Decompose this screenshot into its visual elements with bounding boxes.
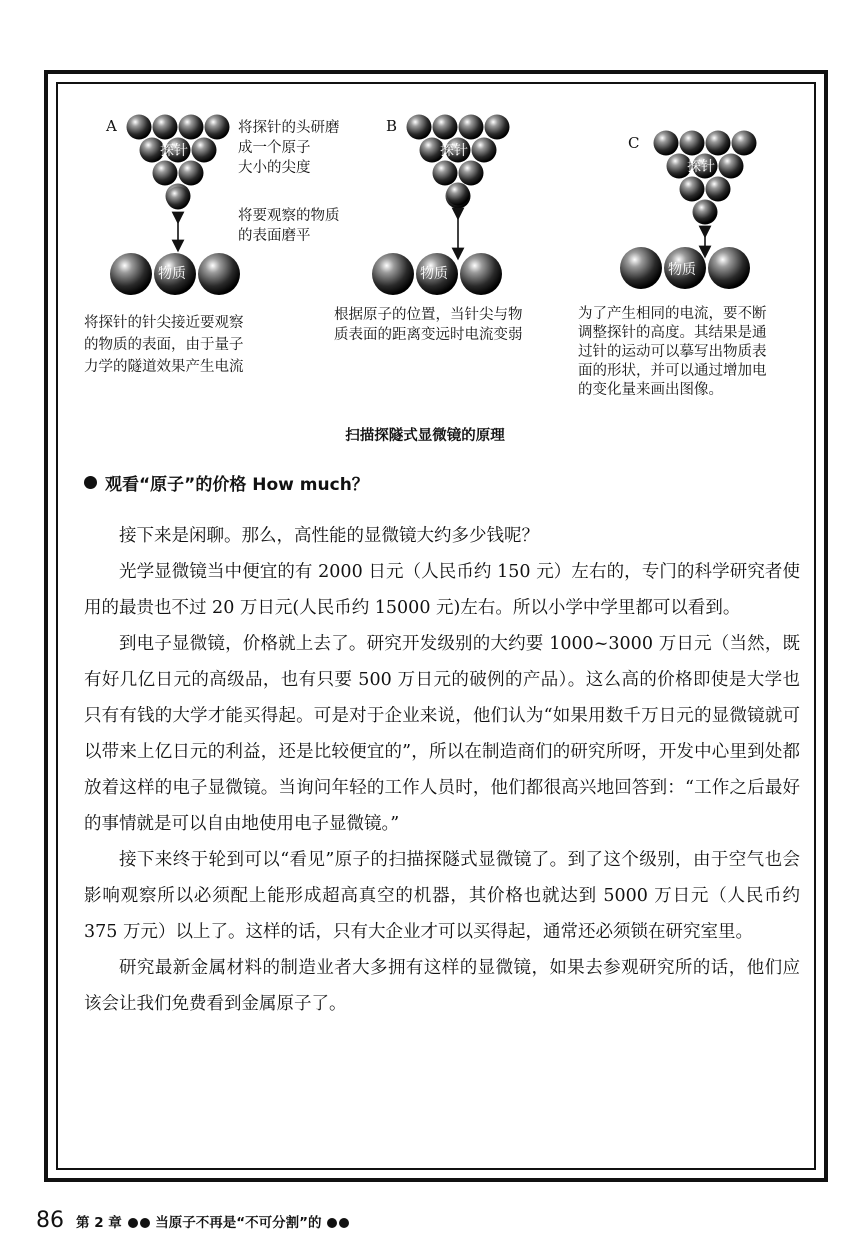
probe-a-tip-atom — [167, 187, 190, 210]
paragraph-5: 研究最新金属材料的制造业者大多拥有这样的显微镜，如果去参观研究所的话，他们应该会让我们免费看到金属原子了。 — [84, 958, 800, 1014]
probe-c-atom — [680, 177, 705, 202]
panel-letter-b: B — [386, 117, 398, 135]
surface-c-atom — [620, 247, 662, 289]
dot-icon — [140, 1218, 150, 1228]
desc-panel-b: 根据原子的位置，当针尖与物 质表面的距离变远时电流变弱 — [334, 307, 523, 343]
probe-b-atom — [485, 115, 510, 140]
paragraph-4: 接下来终于轮到可以“看见”原子的扫描探隧式显微镜了。到了这个级别，由于空气也会影响观察所以必须配上能形成超高真空的机器，其价格也就达到 5000 万日元（人民币约 375 万元）以上了。这样的话，只有大企业才可以买得起，通常还必须锁在研究室里。 — [84, 850, 800, 942]
probe-c-atom — [680, 131, 705, 156]
desc-panel-c: 为了产生相同的电流，要不断 调整探针的高度。其结果是通 过针的运动可以摹写出物质表 面的形状，并可以通过增加电 的变化量来画出图像。 — [578, 306, 767, 398]
panel-letter-c: C — [628, 134, 640, 152]
dot-icon — [339, 1218, 349, 1228]
surface-c-atom — [708, 247, 750, 289]
probe-c-tip-atom — [694, 201, 717, 224]
probe-b-atom — [407, 115, 432, 140]
probe-a-atom — [153, 115, 178, 140]
surface-b-atom — [460, 253, 502, 295]
page-footer — [36, 1208, 350, 1233]
probe-c-atom — [654, 131, 679, 156]
surface-b-atom — [372, 253, 414, 295]
probe-b-atom — [459, 161, 484, 186]
probe-a-atom — [205, 115, 230, 140]
section-heading — [84, 470, 369, 495]
surface-a-atom — [110, 253, 152, 295]
chapter-name: 当原子不再是“不可分割”的 — [155, 1215, 322, 1231]
probe-c-atom — [706, 177, 731, 202]
probe-label-c: 探针 — [687, 159, 715, 175]
matter-label-b: 物质 — [420, 266, 448, 282]
probe-a-atom — [192, 138, 217, 163]
probe-a-atom — [127, 115, 152, 140]
paragraph-3: 到电子显微镜，价格就上去了。研究开发级别的大约要 1000~3000 万日元（当然，既有好几亿日元的高级品，也有只要 500 万日元的破例的产品）。这么高的价格即使是大学也只有有钱的大学才能买得起。可是对于企业来说，他们认为“如果用数千万日元的显微镜就可以带来上亿日元的利益，还是比较便宜的”，所以在制造商们的研究所呀，开发中心里到处都放着这样的电子显微镜。当询问年轻的工作人员时，他们都很高兴地回答到：“工作之后最好的事情就是可以自由地使用电子显微镜。” — [84, 634, 800, 834]
probe-b-atom — [459, 115, 484, 140]
paragraph-1: 接下来是闲聊。那么，高性能的显微镜大约多少钱呢？ — [119, 526, 539, 546]
note-surface-flat: 将要观察的物质 的表面磨平 — [238, 208, 340, 244]
section-heading-text: 观看“原子”的价格 How much？ — [105, 475, 369, 495]
chapter-title — [76, 1211, 350, 1231]
probe-b-atom — [433, 115, 458, 140]
body-text — [84, 518, 800, 1022]
probe-label-b: 探针 — [440, 143, 468, 159]
dot-icon — [327, 1218, 337, 1228]
probe-b-atom — [472, 138, 497, 163]
probe-a-atom — [179, 161, 204, 186]
dot-icon — [128, 1218, 138, 1228]
panel-letter-a: A — [106, 117, 117, 135]
probe-label-a: 探针 — [160, 143, 188, 159]
probe-b-atom — [433, 161, 458, 186]
note-probe-tip: 将探针的头研磨 成一个原子 大小的尖度 — [238, 120, 340, 176]
probe-b-tip-atom — [447, 183, 470, 206]
chapter-prefix: 第 2 章 — [76, 1215, 122, 1231]
matter-label-a: 物质 — [158, 266, 186, 282]
paragraph-2: 光学显微镜当中便宜的有 2000 日元（人民币约 150 元）左右的，专门的科学研究者使用的最贵也不过 20 万日元(人民币约 15000 元)左右。所以小学中学里都可以看到。 — [84, 562, 800, 618]
probe-c-atom — [706, 131, 731, 156]
figure-caption: 扫描探隧式显微镜的原理 — [345, 428, 505, 444]
probe-a-atom — [153, 161, 178, 186]
bullet-icon — [84, 476, 97, 489]
desc-panel-a: 将探针的针尖接近要观察 的物质的表面，由于量子 力学的隧道效果产生电流 — [84, 315, 244, 375]
probe-c-atom — [719, 154, 744, 179]
matter-label-c: 物质 — [668, 262, 696, 278]
probe-a-atom — [179, 115, 204, 140]
surface-a-atom — [198, 253, 240, 295]
probe-c-atom — [732, 131, 757, 156]
page-number: 86 — [36, 1208, 64, 1233]
